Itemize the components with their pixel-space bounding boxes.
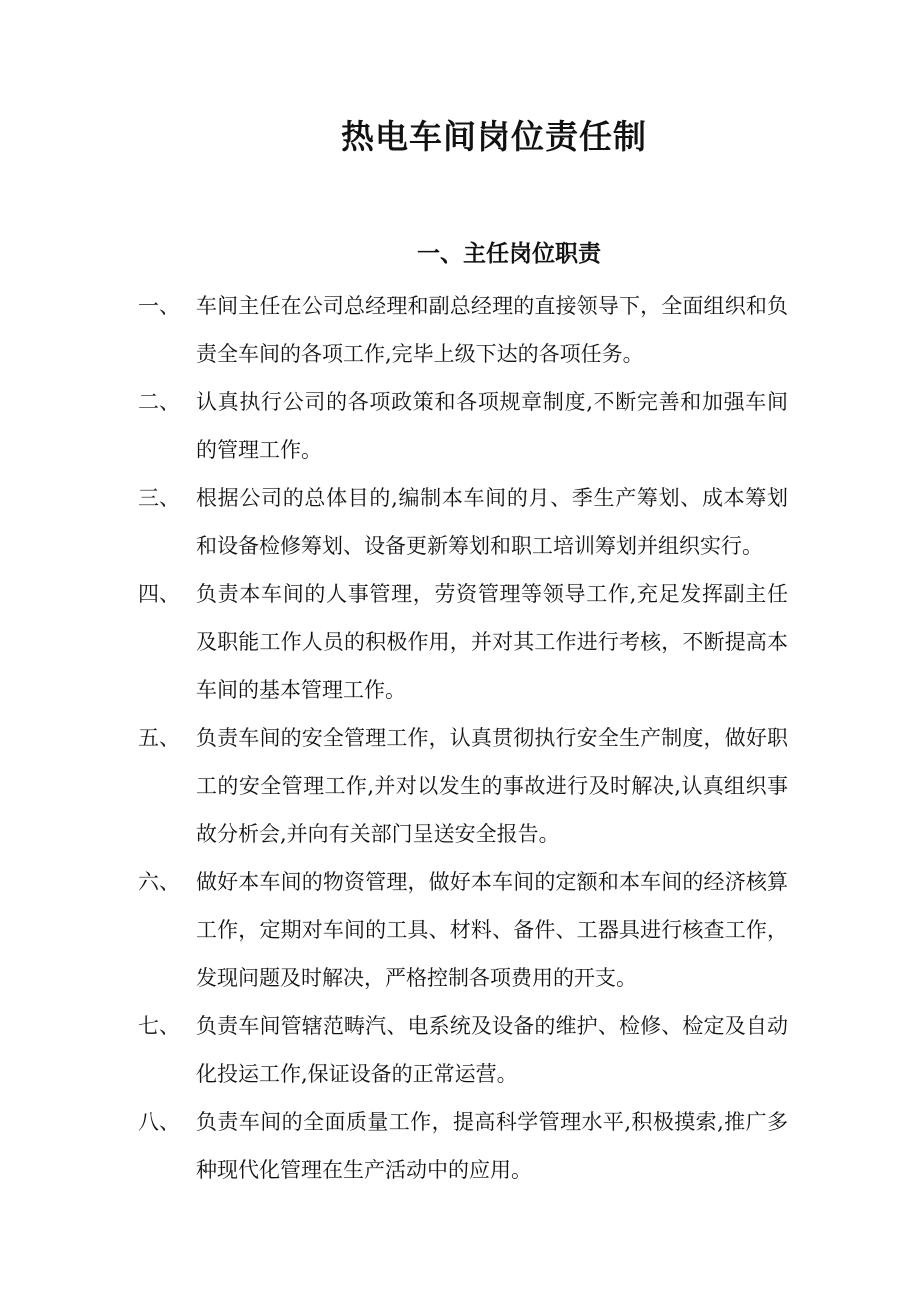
duty-item-text: 负责车间的安全管理工作，认真贯彻执行安全生产制度，做好职工的安全管理工作,并对以发生的事故进行及时解决,认真组织事故分析会,并向有关部门呈送安全报告。 <box>196 726 788 846</box>
duty-item <box>138 1002 788 1098</box>
duty-item-number: 一、 <box>138 294 180 318</box>
duty-item-text: 认真执行公司的各项政策和各项规章制度,不断完善和加强车间的管理工作。 <box>196 390 788 462</box>
duty-item-number: 三、 <box>138 486 180 510</box>
duty-item-text: 做好本车间的物资管理，做好本车间的定额和本车间的经济核算工作，定期对车间的工具、材料、备件、工器具进行核查工作，发现问题及时解决，严格控制各项费用的开支。 <box>196 870 788 990</box>
duty-item <box>138 474 788 570</box>
duty-item-text: 车间主任在公司总经理和副总经理的直接领导下，全面组织和负责全车间的各项工作,完毕上级下达的各项任务。 <box>196 294 788 366</box>
duty-item-number: 五、 <box>138 726 180 750</box>
duty-item-text: 负责车间管辖范畴汽、电系统及设备的维护、检修、检定及自动化投运工作,保证设备的正常运营。 <box>196 1014 788 1086</box>
duty-item <box>138 570 788 714</box>
duty-item-number: 八、 <box>138 1110 180 1134</box>
duty-item-number: 七、 <box>138 1014 180 1038</box>
section-title: 一、主任岗位职责 <box>417 241 601 267</box>
duty-item <box>138 282 788 378</box>
duty-item-number: 六、 <box>138 870 180 894</box>
duty-item <box>138 714 788 858</box>
duty-item <box>138 858 788 1002</box>
duty-item-text: 负责本车间的人事管理，劳资管理等领导工作,充足发挥副主任及职能工作人员的积极作用，并对其工作进行考核，不断提高本车间的基本管理工作。 <box>196 582 788 702</box>
duty-item <box>138 1098 788 1194</box>
duty-item-number: 二、 <box>138 390 180 414</box>
document-title: 热电车间岗位责任制 <box>341 117 647 156</box>
duty-item-text: 负责车间的全面质量工作，提高科学管理水平,积极摸索,推广多种现代化管理在生产活动中的应用。 <box>196 1110 788 1182</box>
duty-list <box>138 282 788 1194</box>
duty-item-number: 四、 <box>138 582 180 606</box>
duty-item <box>138 378 788 474</box>
duty-item-text: 根据公司的总体目的,编制本车间的月、季生产筹划、成本筹划和设备检修筹划、设备更新筹划和职工培训筹划并组织实行。 <box>196 486 788 558</box>
